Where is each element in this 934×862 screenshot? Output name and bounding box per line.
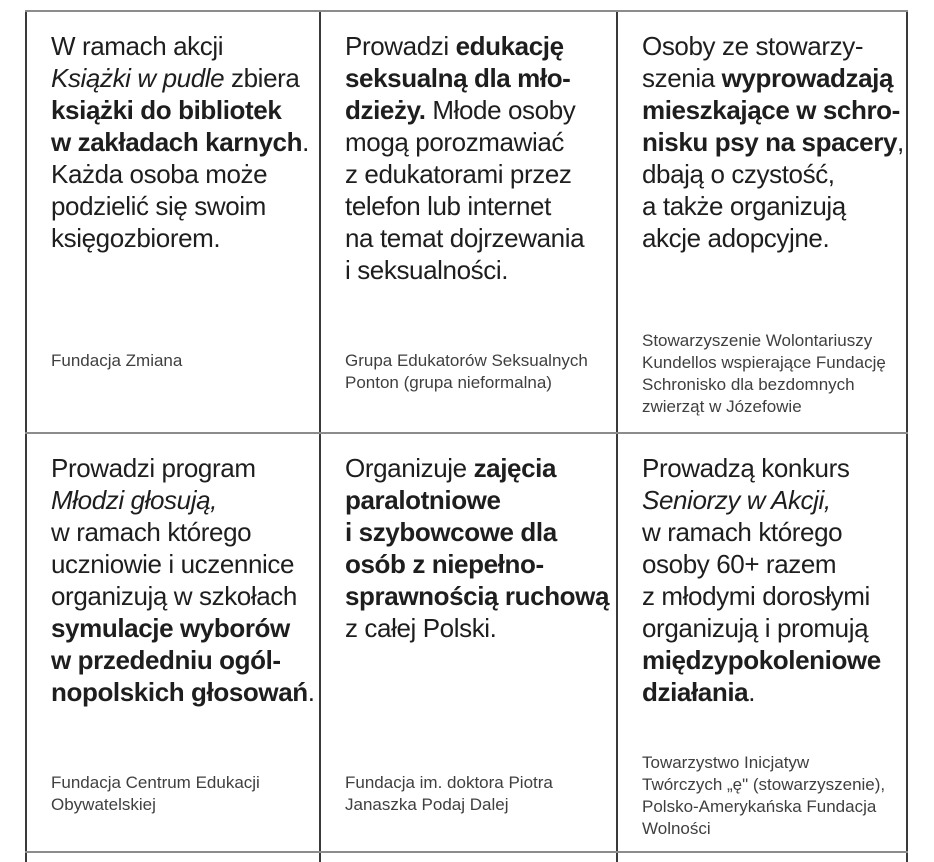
description-line: [51, 548, 313, 580]
text-segment: .: [307, 677, 315, 707]
description-line: [345, 158, 610, 190]
card-edukacja-seksualna: [321, 12, 614, 430]
description-line: [345, 612, 610, 644]
text-segment: ,: [897, 127, 904, 157]
description-line: [345, 254, 610, 286]
text-segment: w zakładach karnych: [51, 127, 303, 157]
card-description: [642, 30, 904, 254]
description-line: [642, 190, 900, 222]
text-segment: nisku psy na spacery: [642, 127, 898, 157]
description-line: [642, 484, 900, 516]
text-segment: mieszkające w schro-: [642, 95, 900, 125]
text-segment: Prowadzi program: [51, 453, 256, 483]
text-segment: w przededniu ogól-: [51, 645, 281, 675]
description-line: [51, 94, 313, 126]
text-segment: zajęcia: [473, 453, 557, 483]
text-segment: na temat dojrzewania: [345, 223, 585, 253]
description-line: [51, 676, 313, 708]
description-line: [51, 190, 313, 222]
card-description: [642, 452, 900, 708]
description-line: [642, 452, 900, 484]
description-line: [345, 30, 610, 62]
text-segment: .: [748, 677, 756, 707]
description-line: [642, 94, 900, 126]
text-segment: a także organizują: [642, 191, 846, 221]
organization-line: Polsko-Amerykańska Fundacja: [642, 797, 877, 816]
organization-line: Twórczych „ę" (stowarzyszenie),: [642, 775, 886, 794]
description-line: [345, 190, 610, 222]
grid-vertical-line-4: [906, 10, 908, 862]
text-segment: międzypokoleniowe: [642, 645, 881, 675]
grid-horizontal-line-3: [25, 851, 908, 853]
card-zajecia-paralotniowe: [321, 434, 614, 849]
description-line: [642, 30, 900, 62]
card-organization: [345, 350, 610, 394]
text-segment: Osoby ze stowarzy-: [642, 31, 864, 61]
description-line: [345, 222, 610, 254]
text-segment: księgozbiorem.: [51, 223, 221, 253]
organization-line: Obywatelskiej: [51, 795, 156, 814]
text-segment: z całej Polski.: [345, 613, 497, 643]
text-segment: seksualną dla mło-: [345, 63, 571, 93]
description-line: [345, 94, 610, 126]
description-line: [51, 126, 313, 158]
text-segment: paralotniowe: [345, 485, 501, 515]
text-segment: Organizuje: [345, 453, 474, 483]
text-segment: edukację: [455, 31, 564, 61]
description-line: [642, 158, 900, 190]
text-segment: dbają o czystość,: [642, 159, 835, 189]
description-line: [345, 516, 610, 548]
organization-line: Stowarzyszenie Wolontariuszy: [642, 331, 873, 350]
card-organization: [51, 350, 313, 372]
description-line: [642, 612, 900, 644]
description-line: [642, 644, 900, 676]
organization-line: Grupa Edukatorów Seksualnych: [345, 351, 588, 370]
text-segment: w ramach którego: [642, 517, 843, 547]
text-segment: szenia: [642, 63, 722, 93]
organization-line: Kundellos wspierające Fundację: [642, 353, 886, 372]
organization-line: Towarzystwo Inicjatyw: [642, 753, 810, 772]
description-line: [345, 62, 610, 94]
text-segment: podzielić się swoim: [51, 191, 266, 221]
text-segment: sprawnością ruchową: [345, 581, 610, 611]
card-organization: [642, 752, 900, 840]
text-segment: w ramach którego: [51, 517, 252, 547]
description-line: [51, 222, 313, 254]
description-line: [642, 222, 900, 254]
description-line: [51, 516, 313, 548]
text-segment: osoby 60+ razem: [642, 549, 837, 579]
text-segment: organizują i promują: [642, 613, 869, 643]
description-line: [345, 452, 610, 484]
card-description: [51, 452, 313, 708]
description-line: [642, 676, 900, 708]
organization-line: Wolności: [642, 819, 711, 838]
description-line: [642, 516, 900, 548]
organization-line: Fundacja Centrum Edukacji: [51, 773, 260, 792]
description-line: [345, 580, 610, 612]
text-segment: nopolskich głosowań: [51, 677, 308, 707]
text-segment: osób z niepełno-: [345, 549, 544, 579]
organization-line: Ponton (grupa nieformalna): [345, 373, 552, 392]
text-segment: zbiera: [224, 63, 300, 93]
card-seniorzy-w-akcji: [618, 434, 904, 849]
card-description: [345, 30, 610, 286]
text-segment: W ramach akcji: [51, 31, 224, 61]
description-line: [51, 30, 313, 62]
description-line: [642, 548, 900, 580]
text-segment: dzieży.: [345, 95, 426, 125]
card-description: [51, 30, 313, 254]
card-psy-ze-schroniska: [618, 12, 904, 430]
description-line: [51, 484, 313, 516]
text-segment: Książki w pudle: [51, 63, 225, 93]
description-line: [642, 580, 900, 612]
card-description: [345, 452, 610, 644]
organization-line: Schronisko dla bezdomnych: [642, 375, 855, 394]
organization-line: Janaszka Podaj Dalej: [345, 795, 509, 814]
text-segment: telefon lub internet: [345, 191, 551, 221]
organization-line: zwierząt w Józefowie: [642, 397, 802, 416]
description-line: [51, 612, 313, 644]
text-segment: Każda osoba może: [51, 159, 268, 189]
description-line: [51, 62, 313, 94]
text-segment: i seksualności.: [345, 255, 509, 285]
description-line: [345, 484, 610, 516]
text-segment: książki do bibliotek: [51, 95, 282, 125]
text-segment: Seniorzy w Akcji,: [642, 485, 831, 515]
text-segment: z młodymi dorosłymi: [642, 581, 870, 611]
text-segment: Prowadzą konkurs: [642, 453, 850, 483]
card-organization: [51, 772, 313, 816]
description-line: [51, 644, 313, 676]
description-line: [642, 126, 904, 158]
text-segment: akcje adopcyjne.: [642, 223, 830, 253]
text-segment: wyprowadzają: [721, 63, 894, 93]
text-segment: symulacje wyborów: [51, 613, 290, 643]
card-organization: [642, 330, 900, 418]
text-segment: Młodzi głosują,: [51, 485, 217, 515]
description-line: [345, 126, 610, 158]
organization-line: Fundacja im. doktora Piotra: [345, 773, 553, 792]
description-line: [345, 548, 610, 580]
text-segment: mogą porozmawiać: [345, 127, 565, 157]
card-organization: [345, 772, 610, 816]
card-mlodzi-glosuja: [27, 434, 317, 849]
text-segment: i szybowcowe dla: [345, 517, 557, 547]
description-line: [642, 62, 900, 94]
text-segment: uczniowie i uczennice: [51, 549, 295, 579]
text-segment: z edukatorami przez: [345, 159, 572, 189]
text-segment: działania: [642, 677, 749, 707]
card-ksiazki-w-pudle: [27, 12, 317, 430]
text-segment: .: [302, 127, 309, 157]
text-segment: Młode osoby: [425, 95, 576, 125]
description-line: [51, 452, 313, 484]
description-line: [51, 580, 313, 612]
text-segment: Prowadzi: [345, 31, 456, 61]
organization-line: Fundacja Zmiana: [51, 351, 183, 370]
description-line: [51, 158, 313, 190]
text-segment: organizują w szkołach: [51, 581, 297, 611]
